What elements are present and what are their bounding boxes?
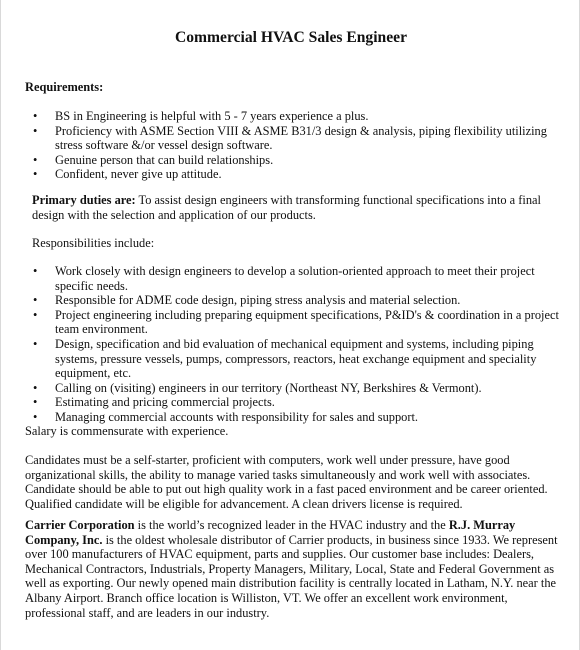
bullet-icon: • bbox=[33, 380, 38, 395]
list-item: • Calling on (visiting) engineers in our territory (Northeast NY, Berkshires & Vermont). bbox=[33, 380, 482, 395]
list-item: • BS in Engineering is helpful with 5 - 7 years experience a plus. bbox=[33, 109, 369, 123]
salary-text: Salary is commensurate with experience. bbox=[25, 424, 229, 438]
company-paragraph bbox=[25, 518, 565, 620]
bullet-icon: • bbox=[33, 167, 38, 182]
list-item: • Project engineering including preparing equipment specifications, P&ID's & coordination in a project team environment. bbox=[33, 307, 559, 337]
bullet-icon: • bbox=[33, 336, 38, 351]
list-item: • Genuine person that can build relationships. bbox=[33, 152, 274, 167]
page-title: Commercial HVAC Sales Engineer bbox=[174, 29, 407, 46]
list-item: • Managing commercial accounts with responsibility for sales and support. bbox=[33, 409, 419, 424]
bullet-icon: • bbox=[33, 123, 38, 138]
company-text-1: is the world’s recognized leader in the HVAC industry and the bbox=[134, 518, 449, 532]
bullet-icon: • bbox=[33, 307, 38, 322]
list-item: • Confident, never give up attitude. bbox=[33, 167, 222, 182]
bullet-icon: • bbox=[33, 264, 38, 278]
bullet-icon: • bbox=[33, 409, 38, 424]
list-item: • Responsible for ADME code design, piping stress analysis and material selection. bbox=[33, 293, 461, 308]
primary-duties-label: Primary duties are: bbox=[32, 193, 136, 207]
primary-duties-text: To assist design engineers with transforming functional specifications into a final design with the selection and application of our products. bbox=[32, 193, 541, 222]
bullet-icon: • bbox=[33, 395, 38, 410]
list-item: • Work closely with design engineers to develop a solution-oriented approach to meet their project specific needs. bbox=[33, 264, 535, 293]
company-text-2: is the oldest wholesale distributor of Carrier products, in business since 1933. We represent over 100 manufacturers of HVAC equipment, parts and supplies. Our customer base includes: Dealers, Mechanical Contractors, Industrials, Property Managers, Military, Local, State and Federal Government as well as exporting. Our newly opened main distribution facility is centrally located in Latham, N.Y. near the Albany Airport. Branch office location is Williston, VT. We offer an excellent work environment, professional staff, and are leaders in our industry. bbox=[25, 532, 558, 620]
bullet-icon: • bbox=[33, 293, 38, 308]
company-name-rj-murray: R.J. Murray Company, Inc. bbox=[25, 518, 516, 547]
list-item: • Design, specification and bid evaluation of mechanical equipment and systems, including piping systems, pressure vessels, pumps, compressors, reactors, heat exchange equipment and speciality equipment, etc. bbox=[33, 336, 537, 381]
responsibilities-list bbox=[33, 264, 565, 425]
bullet-icon: • bbox=[33, 109, 38, 123]
responsibilities-heading: Responsibilities include: bbox=[32, 236, 155, 250]
primary-duties bbox=[32, 193, 565, 222]
requirements-list bbox=[33, 109, 565, 182]
list-item: • Estimating and pricing commercial projects. bbox=[33, 395, 275, 410]
company-name-carrier: Carrier Corporation bbox=[25, 518, 135, 532]
bullet-icon: • bbox=[33, 152, 38, 167]
candidates-text: Candidates must be a self-starter, proficient with computers, work well under pressure, have good organizational skills, the ability to manage varied tasks simultaneously and work well with associates. Candidate should be able to put out high quality work in a fast paced environment and be career oriented. Qualified candidate will be eligible for advancement. A clean drivers license is required. bbox=[25, 453, 548, 511]
requirements-heading: Requirements: bbox=[25, 80, 104, 94]
list-item: • Proficiency with ASME Section VIII & ASME B31/3 design & analysis, piping flexibility utilizing stress software &/or vessel design software. bbox=[33, 123, 547, 153]
